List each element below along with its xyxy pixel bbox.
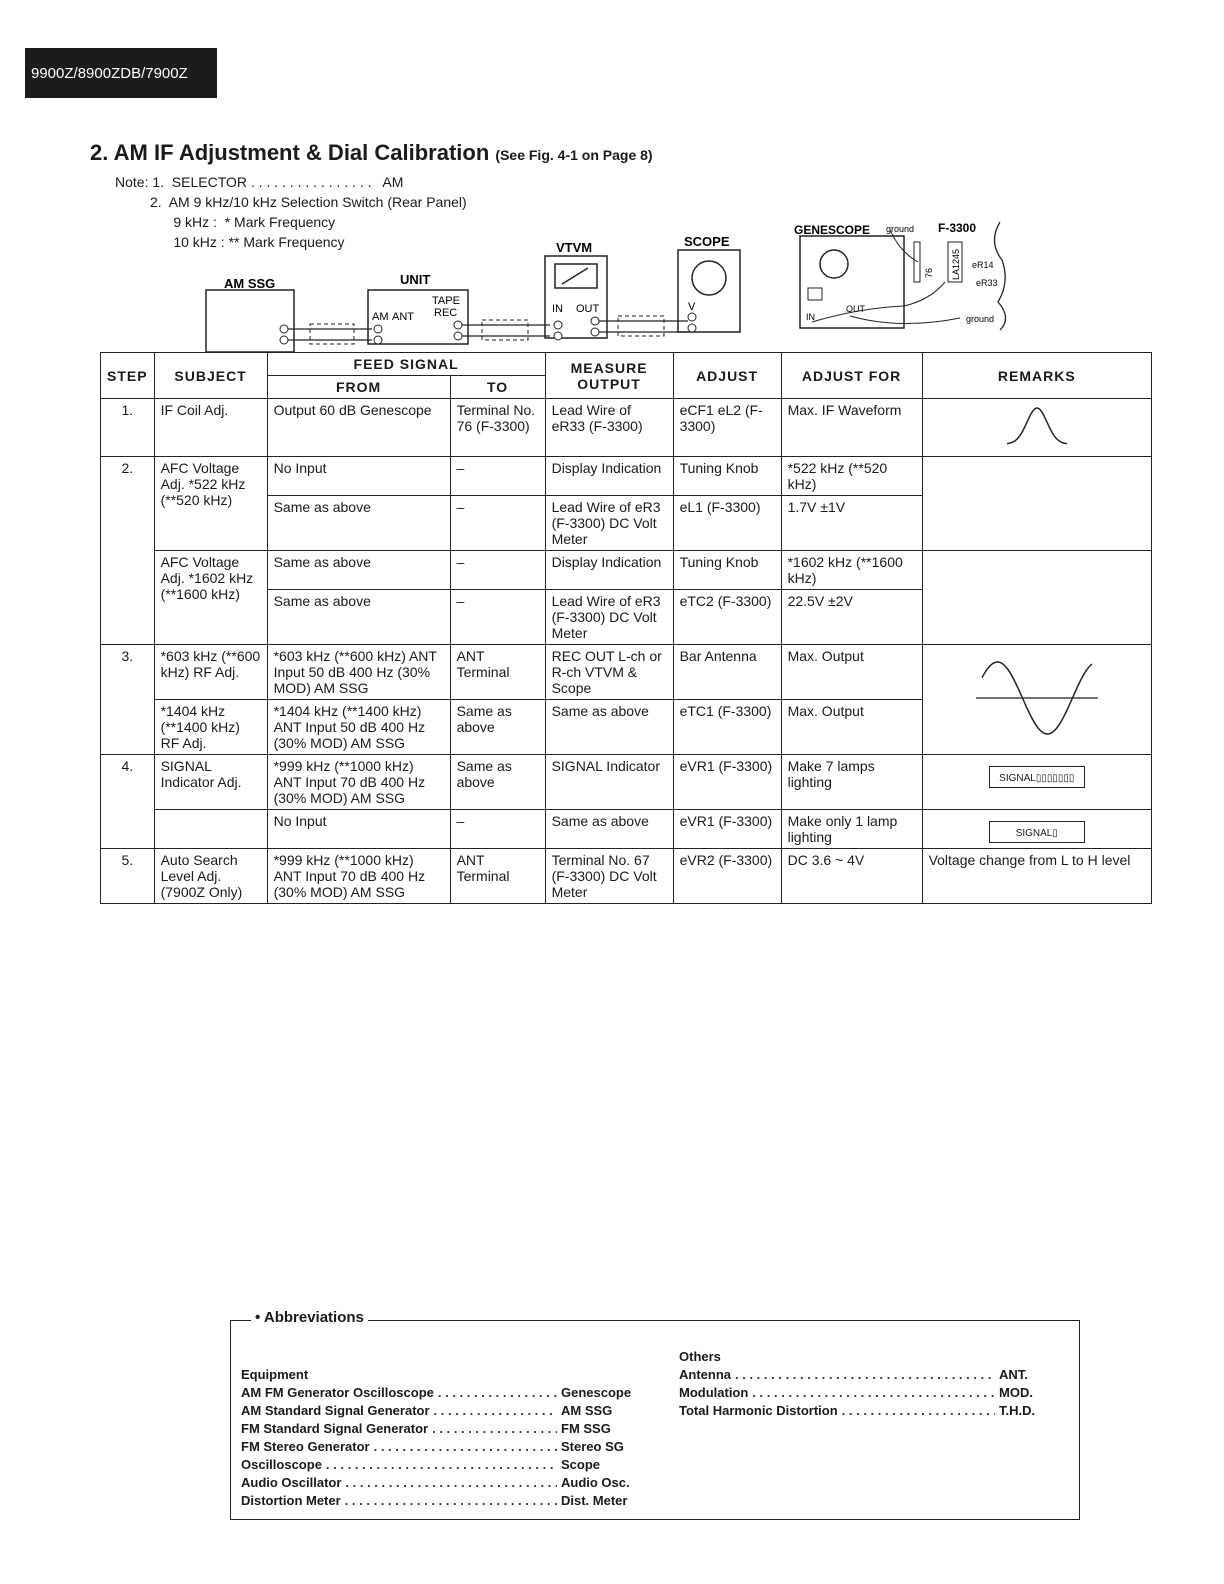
cell-adjust-for: Max. Output [781, 645, 922, 700]
cell-from: *999 kHz (**1000 kHz) ANT Input 70 dB 400 Hz (30% MOD) AM SSG [267, 755, 450, 810]
abbreviation-name: Antenna [679, 1367, 731, 1382]
unit-am-label: AM [372, 311, 389, 323]
cell-remarks [922, 457, 1151, 551]
la1245-label: LA1245 [951, 248, 961, 280]
dot-leader [842, 1403, 995, 1421]
abbreviation-item [679, 1367, 1049, 1385]
equipment-column [241, 1367, 641, 1511]
dot-leader [752, 1385, 995, 1403]
cell-subject: *603 kHz (**600 kHz) RF Adj. [154, 645, 267, 700]
note-line: Note: 1. SELECTOR . . . . . . . . . . . . . . . . AM [115, 174, 404, 190]
dot-leader [345, 1475, 557, 1493]
table-row [101, 457, 1152, 496]
genescope-out-label: OUT [846, 304, 865, 314]
others-column [679, 1349, 1049, 1421]
cell-adjust-for: 1.7V ±1V [781, 496, 922, 551]
cell-to: Same as above [450, 700, 545, 755]
scope-v-label: V [688, 301, 696, 313]
dot-leader [326, 1457, 557, 1475]
cell-adjust: eCF1 eL2 (F-3300) [673, 399, 781, 457]
abbreviation-name: Oscilloscope [241, 1457, 322, 1472]
cell-subject: SIGNAL Indicator Adj. [154, 755, 267, 810]
abbreviation-item [241, 1439, 641, 1457]
f3300-label: F-3300 [938, 221, 977, 235]
cell-step: 2. [101, 457, 155, 645]
cell-from: Same as above [267, 590, 450, 645]
cell-from: No Input [267, 457, 450, 496]
cell-step: 3. [101, 645, 155, 755]
abbreviation-item [679, 1403, 1049, 1421]
cell-to: Terminal No. 76 (F-3300) [450, 399, 545, 457]
others-heading: Others [679, 1349, 721, 1364]
cell-from: *1404 kHz (**1400 kHz) ANT Input 50 dB 400 Hz (30% MOD) AM SSG [267, 700, 450, 755]
abbreviations-title: • Abbreviations [251, 1309, 368, 1326]
cell-measure: Lead Wire of eR3 (F-3300) DC Volt Meter [545, 496, 673, 551]
table-row [101, 849, 1152, 904]
cell-step: 4. [101, 755, 155, 849]
cell-remarks [922, 551, 1151, 645]
unit-label: UNIT [400, 272, 431, 287]
abbreviation-short: Stereo SG [561, 1439, 624, 1454]
cell-adjust-for: DC 3.6 ~ 4V [781, 849, 922, 904]
note-line: 10 kHz : ** Mark Frequency [115, 234, 345, 250]
header-measure-output: MEASURE OUTPUT [545, 353, 673, 399]
er14-label: eR14 [972, 260, 994, 270]
header-feed-signal: FEED SIGNAL [267, 353, 545, 376]
rec-label: REC [434, 307, 458, 319]
header-adjust: ADJUST [673, 353, 781, 399]
abbreviation-short: FM SSG [561, 1421, 611, 1436]
genescope-in-label: IN [806, 312, 815, 322]
cell-measure: Same as above [545, 810, 673, 849]
cell-remarks [922, 399, 1151, 457]
genescope-screen-icon [820, 250, 848, 278]
abbreviation-item [241, 1457, 641, 1475]
header-remarks: REMARKS [922, 353, 1151, 399]
cell-measure: Display Indication [545, 551, 673, 590]
audio-waveform-icon [972, 653, 1102, 743]
cell-adjust-for: Max. IF Waveform [781, 399, 922, 457]
unit-ant-label: ANT [392, 311, 414, 323]
dot-leader [735, 1367, 995, 1385]
cell-adjust: eL1 (F-3300) [673, 496, 781, 551]
section-title [90, 140, 653, 166]
cell-adjust-for: Make 7 lamps lighting [781, 755, 922, 810]
equipment-list [241, 1385, 641, 1511]
abbreviation-name: Audio Oscillator [241, 1475, 342, 1490]
cell-measure: Same as above [545, 700, 673, 755]
cell-to: – [450, 810, 545, 849]
abbreviation-item [679, 1385, 1049, 1403]
abbreviation-short: Audio Osc. [561, 1475, 630, 1490]
table-row [101, 551, 1152, 590]
cell-subject: AFC Voltage Adj. *1602 kHz (**1600 kHz) [154, 551, 267, 645]
abbreviation-name: Total Harmonic Distortion [679, 1403, 838, 1418]
section-title-text: 2. AM IF Adjustment & Dial Calibration [90, 140, 490, 165]
abbreviation-name: AM Standard Signal Generator [241, 1403, 430, 1418]
cell-subject: AFC Voltage Adj. *522 kHz (**520 kHz) [154, 457, 267, 551]
signal-7-lamps-indicator: SIGNAL▯▯▯▯▯▯▯ [989, 766, 1085, 788]
cell-adjust-for: Max. Output [781, 700, 922, 755]
cell-to: – [450, 590, 545, 645]
abbreviation-short: Scope [561, 1457, 601, 1472]
header-to: TO [450, 376, 545, 399]
cell-subject: IF Coil Adj. [154, 399, 267, 457]
cell-to: – [450, 551, 545, 590]
abbreviation-item [241, 1385, 641, 1403]
cell-from: *999 kHz (**1000 kHz) ANT Input 70 dB 400 Hz (30% MOD) AM SSG [267, 849, 450, 904]
cell-measure: Lead Wire of eR3 (F-3300) DC Volt Meter [545, 590, 673, 645]
header-subject: SUBJECT [154, 353, 267, 399]
dot-leader [438, 1385, 557, 1403]
cell-step: 1. [101, 399, 155, 457]
vtvm-out-label: OUT [576, 303, 600, 315]
dot-leader [345, 1493, 557, 1511]
cell-to: ANT Terminal [450, 849, 545, 904]
header-adjust-for: ADJUST FOR [781, 353, 922, 399]
abbreviation-name: FM Stereo Generator [241, 1439, 370, 1454]
model-header [25, 48, 217, 98]
cell-adjust: Tuning Knob [673, 551, 781, 590]
cell-remarks: Voltage change from L to H level [922, 849, 1151, 904]
abbreviation-short: MOD. [999, 1385, 1033, 1400]
cell-adjust-for: 22.5V ±2V [781, 590, 922, 645]
abbreviation-short: T.H.D. [999, 1403, 1036, 1418]
table-row [101, 810, 1152, 849]
abbreviation-item [241, 1493, 641, 1511]
cell-to: Same as above [450, 755, 545, 810]
cell-adjust: eVR2 (F-3300) [673, 849, 781, 904]
if-waveform-icon [1002, 402, 1072, 448]
abbreviation-item [241, 1475, 641, 1493]
cell-to: ANT Terminal [450, 645, 545, 700]
cell-adjust: eTC1 (F-3300) [673, 700, 781, 755]
table-row [101, 645, 1152, 700]
cell-measure: Display Indication [545, 457, 673, 496]
am-ssg-label: AM SSG [224, 276, 276, 291]
abbreviation-name: Distortion Meter [241, 1493, 341, 1508]
abbreviation-name: FM Standard Signal Generator [241, 1421, 429, 1436]
pin76-label: 76 [924, 267, 934, 278]
cell-adjust-for: *522 kHz (**520 kHz) [781, 457, 922, 496]
abbreviations-box [230, 1309, 1080, 1520]
dot-leader [374, 1439, 557, 1457]
cell-remarks [922, 755, 1151, 810]
abbreviation-name: AM FM Generator Oscilloscope [241, 1385, 434, 1400]
cell-measure: Lead Wire of eR33 (F-3300) [545, 399, 673, 457]
cell-adjust-for: Make only 1 lamp lighting [781, 810, 922, 849]
cell-measure: SIGNAL Indicator [545, 755, 673, 810]
cell-from: Output 60 dB Genescope [267, 399, 450, 457]
genescope-label: GENESCOPE [794, 223, 871, 237]
er33-label: eR33 [976, 278, 998, 288]
cell-adjust: Tuning Knob [673, 457, 781, 496]
abbreviation-short: Genescope [561, 1385, 632, 1400]
cell-subject: Auto Search Level Adj. (7900Z Only) [154, 849, 267, 904]
cell-from: Same as above [267, 496, 450, 551]
signal-1-lamp-indicator: SIGNAL▯ [989, 821, 1085, 843]
cell-subject: *1404 kHz (**1400 kHz) RF Adj. [154, 700, 267, 755]
vtvm-in-label: IN [552, 303, 563, 315]
cell-remarks [922, 810, 1151, 849]
cell-from: *603 kHz (**600 kHz) ANT Input 50 dB 400 Hz (30% MOD) AM SSG [267, 645, 450, 700]
cell-adjust: Bar Antenna [673, 645, 781, 700]
cell-from: No Input [267, 810, 450, 849]
cell-adjust: eTC2 (F-3300) [673, 590, 781, 645]
cell-remarks [922, 645, 1151, 755]
abbreviation-item [241, 1403, 641, 1421]
abbreviation-short: AM SSG [561, 1403, 613, 1418]
genescope-box [800, 236, 904, 328]
cell-adjust: eVR1 (F-3300) [673, 810, 781, 849]
cell-step: 5. [101, 849, 155, 904]
abbreviation-short: Dist. Meter [561, 1493, 628, 1508]
connection-diagram [200, 212, 1020, 357]
adjustment-table [100, 352, 1152, 904]
cell-subject [154, 810, 267, 849]
header-from: FROM [267, 376, 450, 399]
note-line: 2. AM 9 kHz/10 kHz Selection Switch (Rear Panel) [115, 194, 467, 210]
section-title-ref: (See Fig. 4-1 on Page 8) [495, 147, 653, 163]
equipment-heading: Equipment [241, 1367, 309, 1382]
dot-leader [432, 1421, 557, 1439]
abbreviation-short: ANT. [999, 1367, 1028, 1382]
scope-screen-icon [692, 261, 726, 295]
ground-label-bottom: ground [966, 314, 995, 324]
tape-label: TAPE [432, 295, 460, 307]
note-line: 9 kHz : * Mark Frequency [115, 214, 336, 230]
abbreviation-name: Modulation [679, 1385, 749, 1400]
cell-to: – [450, 496, 545, 551]
cell-adjust: eVR1 (F-3300) [673, 755, 781, 810]
model-label: 9900Z/8900ZDB/7900Z [31, 64, 188, 82]
ground-label-top: ground [886, 224, 915, 234]
vtvm-label: VTVM [556, 240, 593, 255]
scope-box [678, 250, 740, 332]
header-step: STEP [101, 353, 155, 399]
others-list [679, 1367, 1049, 1421]
table-row [101, 755, 1152, 810]
cell-measure: Terminal No. 67 (F-3300) DC Volt Meter [545, 849, 673, 904]
cell-measure: REC OUT L-ch or R-ch VTVM & Scope [545, 645, 673, 700]
cell-to: – [450, 457, 545, 496]
table-row [101, 399, 1152, 457]
dot-leader [434, 1403, 557, 1421]
scope-label: SCOPE [684, 234, 730, 249]
abbreviation-item [241, 1421, 641, 1439]
cell-adjust-for: *1602 kHz (**1600 kHz) [781, 551, 922, 590]
cell-from: Same as above [267, 551, 450, 590]
